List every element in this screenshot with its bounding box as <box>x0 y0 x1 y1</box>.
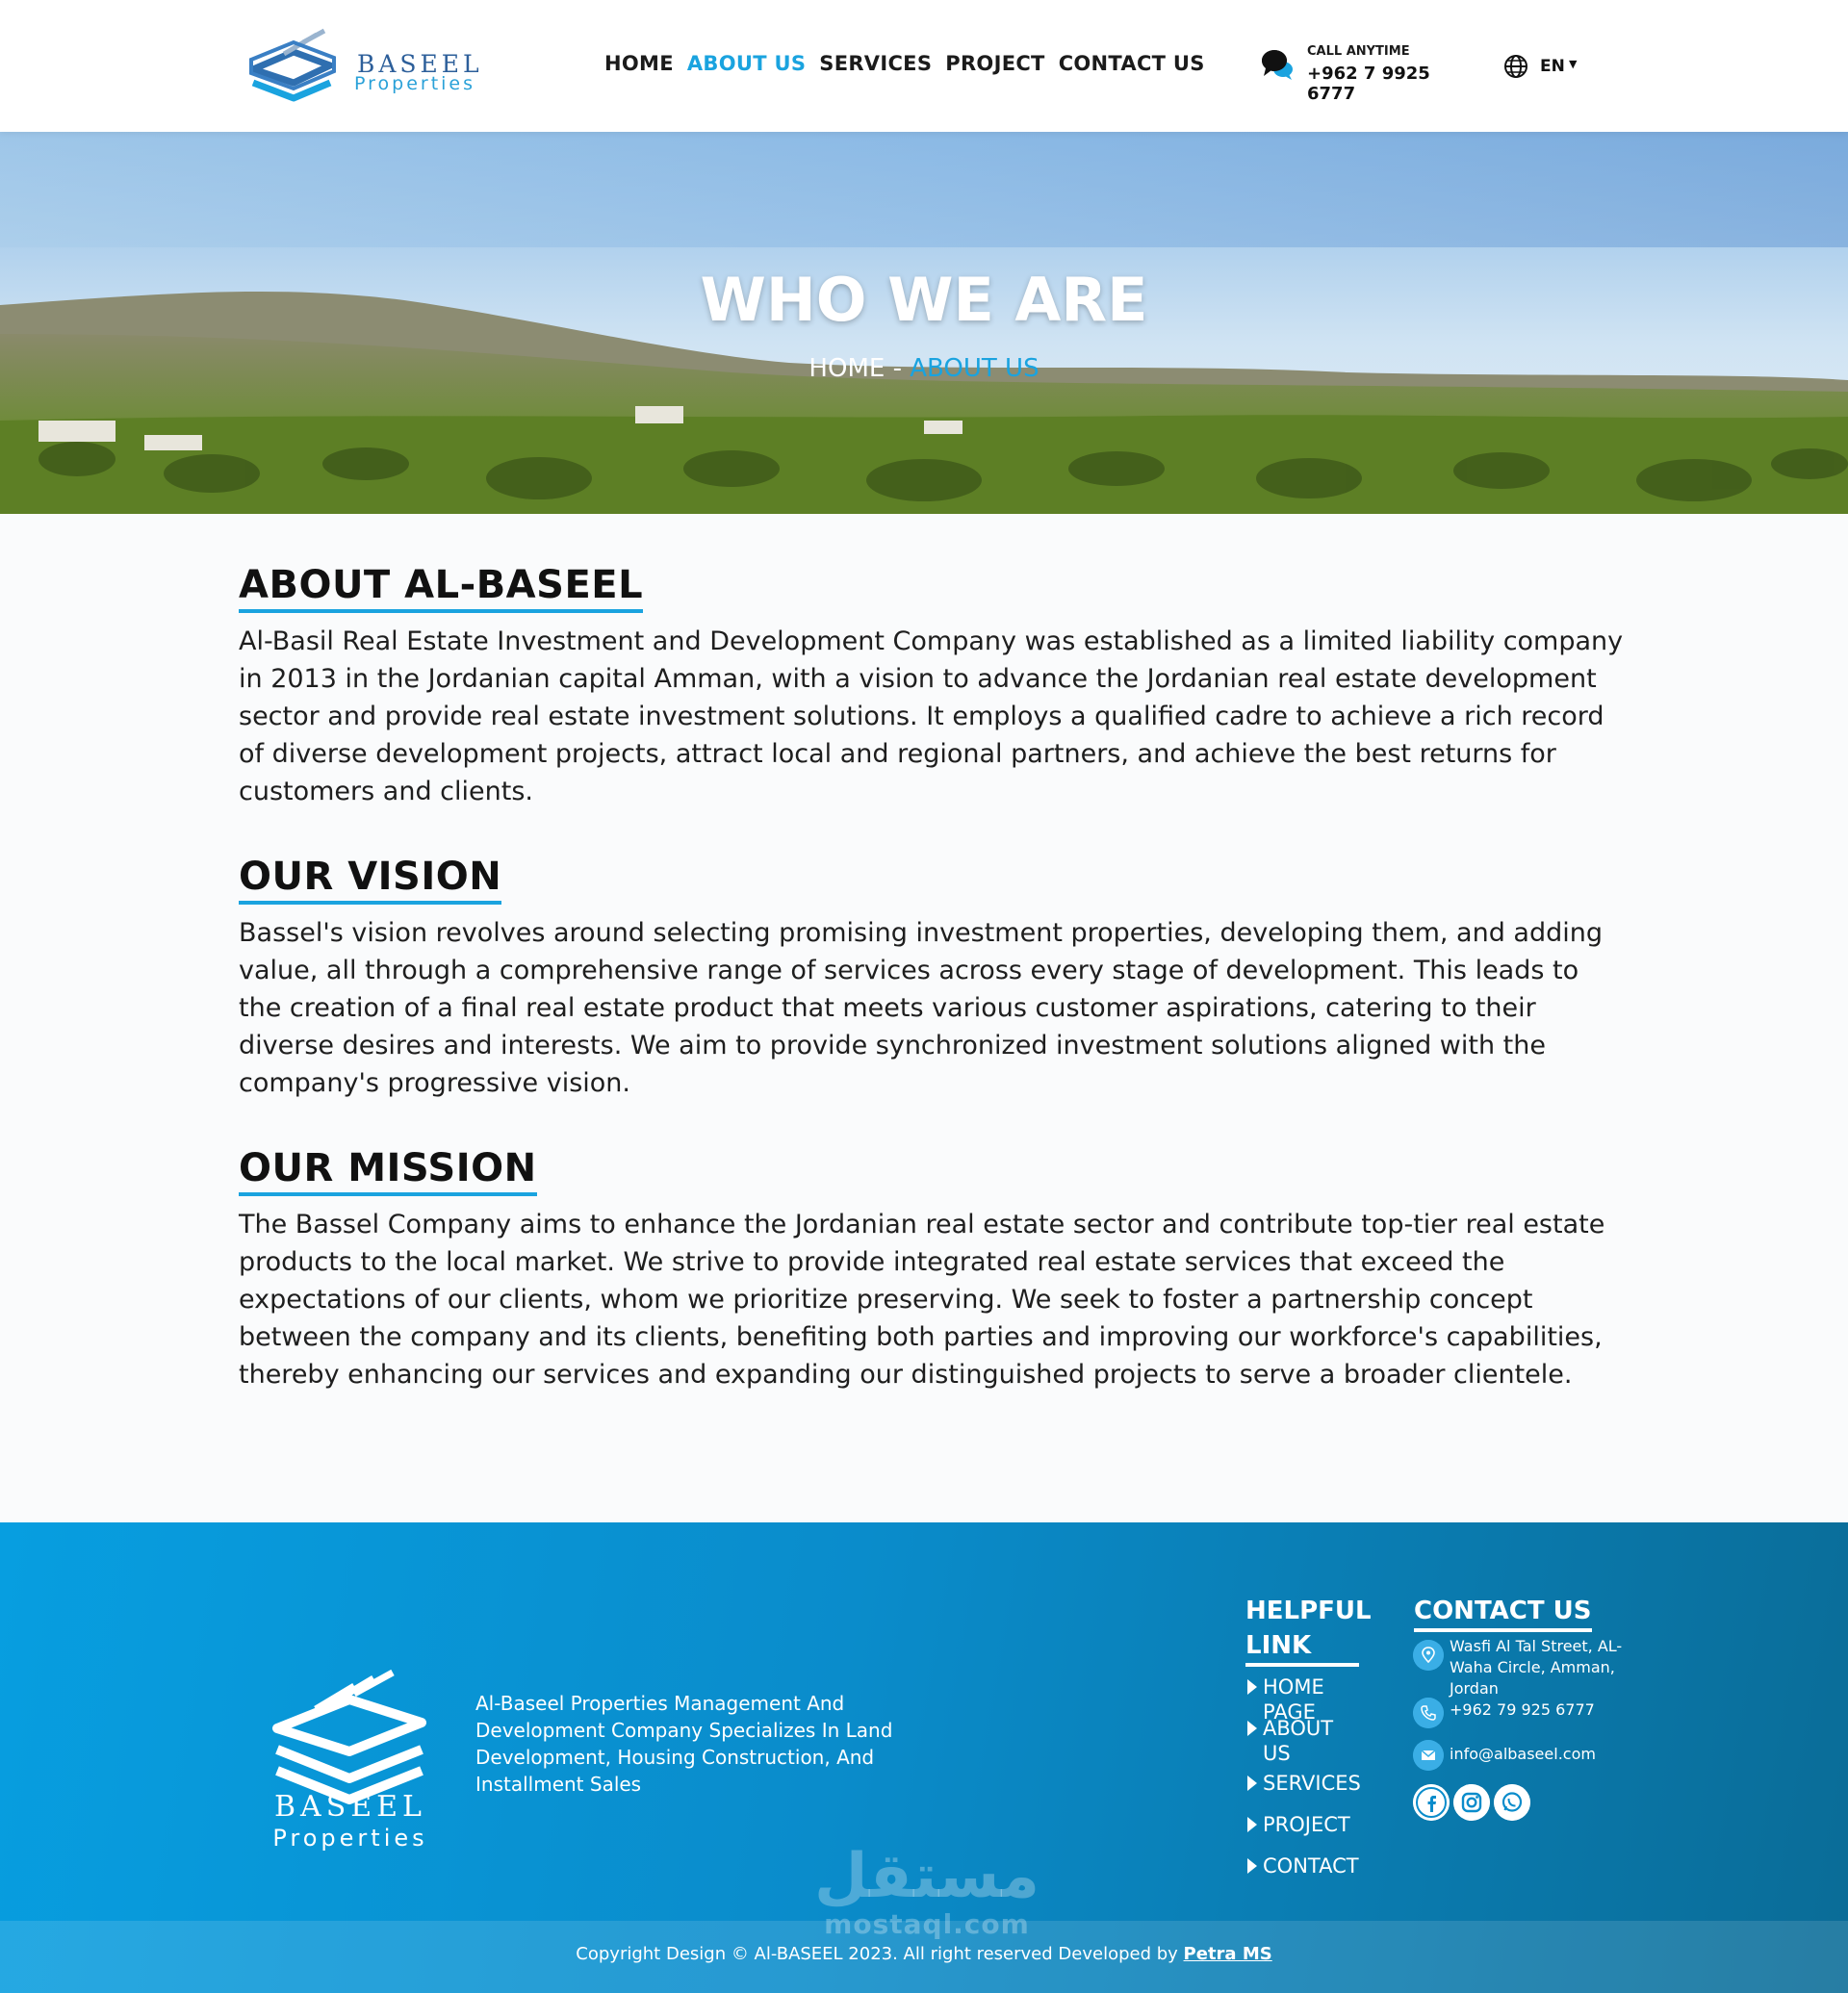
site-header <box>0 0 1848 132</box>
page-title: WHO WE ARE <box>700 265 1148 335</box>
footer-link-home[interactable]: HOME PAGE <box>1245 1674 1349 1725</box>
section-vision <box>239 855 1615 1102</box>
contact-us-title: CONTACT US <box>1414 1594 1592 1632</box>
developer-link[interactable]: Petra MS <box>1183 1944 1272 1964</box>
email-icon <box>1413 1740 1444 1771</box>
brand-logo[interactable] <box>245 23 483 115</box>
nav-home[interactable]: HOME <box>604 52 674 75</box>
nav-services[interactable]: SERVICES <box>819 52 933 75</box>
watermark-arabic: مستقل <box>813 1841 1040 1912</box>
call-number[interactable]: +962 7 9925 6777 <box>1307 64 1430 104</box>
breadcrumb-home[interactable]: HOME <box>808 354 886 383</box>
main-nav <box>604 52 1205 75</box>
whatsapp-icon[interactable] <box>1494 1784 1530 1821</box>
globe-icon <box>1503 54 1528 79</box>
instagram-icon[interactable] <box>1453 1784 1490 1821</box>
facebook-icon[interactable] <box>1413 1784 1450 1821</box>
language-value: EN <box>1540 57 1565 76</box>
main-content <box>239 563 1624 1438</box>
section-title: ABOUT AL-BASEEL <box>239 563 643 613</box>
location-pin-icon <box>1413 1640 1444 1671</box>
contact-phone-text[interactable]: +962 79 925 6777 <box>1450 1700 1595 1719</box>
section-text: Al-Basil Real Estate Investment and Development Company was established as a limited liability company in 2013 in the Jordanian capital Amman, with a vision to advance the Jordanian real estate development sector and provide real estate investment solutions. It employs a qualified cadre to achieve a rich record of diverse development projects, attract local and regional partners, and achieve the best returns for customers and clients. <box>239 626 1624 806</box>
section-mission <box>239 1146 1615 1393</box>
call-label: CALL ANYTIME <box>1307 44 1410 59</box>
hero-banner <box>0 132 1848 514</box>
section-title: OUR MISSION <box>239 1146 537 1196</box>
section-title: OUR VISION <box>239 855 501 905</box>
breadcrumb <box>0 354 1848 383</box>
helpful-links-title: HELPFUL LINK <box>1245 1594 1359 1667</box>
section-text: The Bassel Company aims to enhance the Jordanian real estate sector and contribute top-tier real estate products to the local market. We strive to provide integrated real estate services that exceed the expectations of our clients, whom we prioritize preserving. We seek to foster a partnership concept between the company and its clients, benefiting both parties and improving our workforce's capabilities, thereby enhancing our services and expanding our distinguished projects to serve a broader clientele. <box>239 1210 1605 1390</box>
watermark-latin: mostaql.com <box>824 1908 1030 1940</box>
language-selector[interactable] <box>1503 54 1580 79</box>
copyright-text <box>0 1944 1848 1964</box>
copyright-label: Copyright Design © Al-BASEEL 2023. All right reserved Developed by <box>576 1944 1178 1964</box>
site-footer <box>0 1522 1848 1993</box>
nav-contact-us[interactable]: CONTACT US <box>1058 52 1205 75</box>
nav-about-us[interactable]: ABOUT US <box>686 52 807 75</box>
footer-description: Al-Baseel Properties Management And Development Company Specializes In Land Development, Housing Construction, And Installment Sales <box>475 1692 893 1796</box>
footer-link-contact[interactable]: CONTACT <box>1245 1853 1378 1878</box>
footer-link-services[interactable]: SERVICES <box>1245 1771 1378 1796</box>
chat-bubbles-icon <box>1261 48 1294 81</box>
breadcrumb-separator: - <box>885 354 911 383</box>
contact-email-text[interactable]: info@albaseel.com <box>1450 1745 1596 1763</box>
section-about <box>239 563 1624 810</box>
breadcrumb-current: ABOUT US <box>910 354 1040 383</box>
contact-address-text: Wasfi Al Tal Street, AL-Waha Circle, Amman, Jordan <box>1450 1637 1623 1698</box>
logo-sub-text: Properties <box>354 73 476 94</box>
logo-brand-text: BASEEL <box>357 50 483 78</box>
logo-mark-icon <box>245 23 342 115</box>
footer-link-project[interactable]: PROJECT <box>1245 1812 1378 1837</box>
nav-project[interactable]: PROJECT <box>945 52 1045 75</box>
phone-icon <box>1413 1698 1444 1728</box>
section-text: Bassel's vision revolves around selecting promising investment properties, developing them, and adding value, all through a comprehensive range of services across every stage of development. This leads to the creation of a final real estate product that meets various customer aspirations, catering to their diverse desires and interests. We aim to provide synchronized investment solutions aligned with the company's progressive vision. <box>239 918 1604 1098</box>
footer-link-about[interactable]: ABOUT US <box>1245 1716 1349 1766</box>
caret-down-icon: ▼ <box>1569 58 1578 70</box>
footer-logo-brand: BASEEL <box>274 1790 426 1824</box>
call-anytime-block[interactable] <box>1261 42 1473 104</box>
footer-logo-sub: Properties <box>272 1825 428 1852</box>
